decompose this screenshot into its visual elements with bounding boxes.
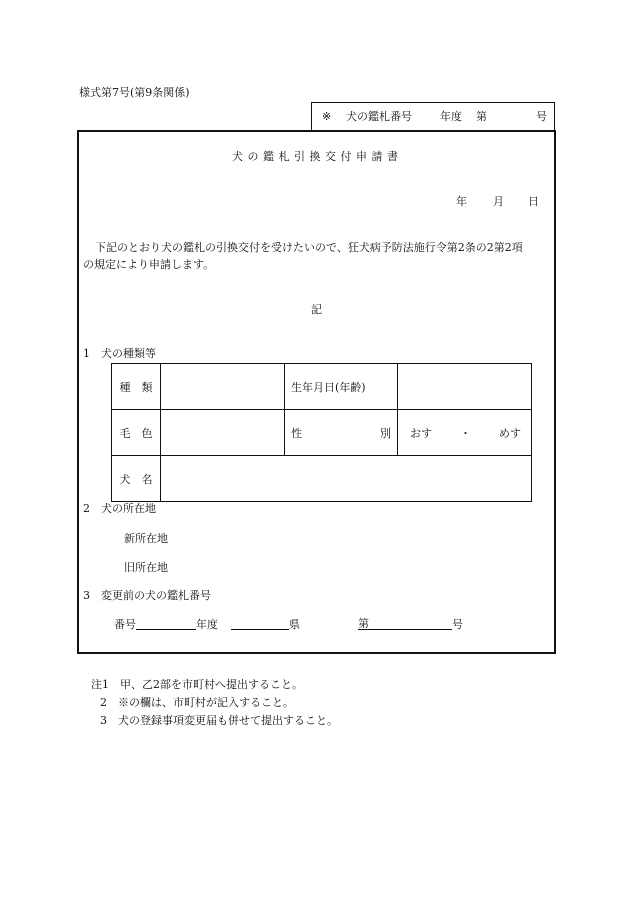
dog-name-label: 犬 名 (112, 456, 161, 502)
application-text-line2: の規定により申請します。 (83, 258, 215, 271)
number-underline[interactable] (358, 618, 452, 630)
breed-label: 種 類 (112, 364, 161, 410)
new-address-label: 新所在地 (124, 532, 168, 545)
go-label: 号 (452, 618, 463, 631)
table-row (112, 456, 532, 502)
table-row (112, 410, 532, 456)
dai-label: 第 (476, 110, 487, 123)
note-2: 2 ※の欄は、市町村が記入すること。 (100, 696, 294, 709)
sex-separator: ・ (460, 426, 471, 440)
sex-label-betsu: 別 (380, 426, 391, 440)
birthdate-field[interactable] (398, 364, 532, 410)
sex-option-male[interactable]: おす (410, 426, 432, 440)
section3-heading: 3 変更前の犬の鑑札番号 (83, 589, 211, 602)
coat-color-field[interactable] (161, 410, 285, 456)
ki-mark: 記 (311, 303, 322, 316)
dog-info-table (111, 363, 532, 502)
prefecture-underline[interactable] (231, 618, 289, 630)
dai-label: 第 (358, 617, 369, 630)
section2-heading: 2 犬の所在地 (83, 502, 156, 515)
table-row (112, 364, 532, 410)
license-number-box (311, 102, 555, 130)
sex-label-sei: 性 (291, 426, 302, 440)
dog-name-field[interactable] (161, 456, 532, 502)
section1-heading: 1 犬の種類等 (83, 347, 156, 360)
old-address-label: 旧所在地 (124, 561, 168, 574)
form-number-label: 様式第7号(第9条関係) (79, 86, 190, 99)
application-text-line1: 下記のとおり犬の鑑札の引換交付を受けたいので、狂犬病予防法施行令第2条の2第2項 (95, 241, 523, 254)
reference-mark: ※ (322, 110, 332, 123)
birthdate-label: 生年月日(年齢) (291, 380, 366, 394)
license-number-label: 犬の鑑札番号 (346, 110, 412, 123)
form-title: 犬 の 鑑 札 引 換 交 付 申 請 書 (232, 150, 399, 163)
date-day-label: 日 (528, 195, 539, 208)
sex-option-female[interactable]: めす (499, 426, 521, 440)
coat-color-label: 毛 色 (112, 410, 161, 456)
fiscal-year-label: 年度 (440, 110, 462, 123)
sex-label-cell (285, 410, 398, 456)
date-year-label: 年 (456, 195, 467, 208)
go-label: 号 (536, 110, 547, 123)
birthdate-label-cell (285, 364, 398, 410)
note-1: 注1 甲、乙2部を市町村へ提出すること。 (91, 678, 303, 691)
prior-license-number-row (114, 618, 463, 630)
sex-field[interactable] (398, 410, 532, 456)
nendo-label: 年度 (196, 618, 218, 631)
date-month-label: 月 (493, 195, 504, 208)
breed-field[interactable] (161, 364, 285, 410)
bango-label: 番号 (114, 618, 136, 631)
year-underline[interactable] (136, 618, 196, 630)
note-3: 3 犬の登録事項変更届も併せて提出すること。 (100, 714, 338, 727)
ken-label: 県 (289, 618, 300, 631)
